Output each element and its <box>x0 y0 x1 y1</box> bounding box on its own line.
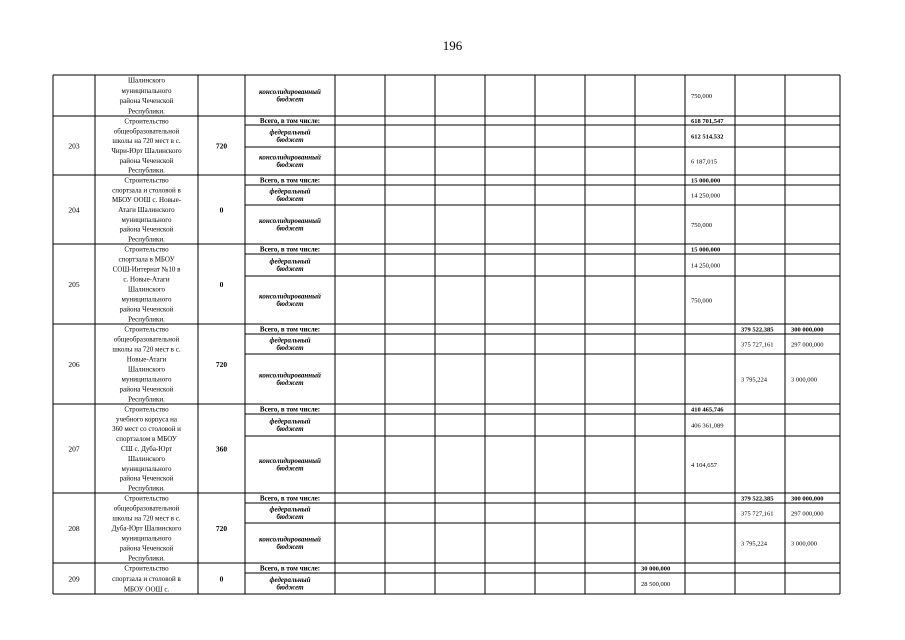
budget-value: 297 000,000 <box>791 341 824 349</box>
row-number: 206 <box>68 360 80 369</box>
object-name-line: спортзала и столовой в <box>112 186 181 195</box>
source-federal-label: федеральный <box>269 257 311 266</box>
object-name-line: муниципального <box>121 375 172 384</box>
object-name-line: муниципального <box>121 534 172 543</box>
source-consolidated-label: консолидированный <box>259 88 321 96</box>
budget-value: 300 000,000 <box>791 326 824 334</box>
row-number: 208 <box>68 524 80 533</box>
budget-value: 300 000,000 <box>791 495 824 503</box>
row-capacity: 0 <box>219 205 224 215</box>
budget-value: 750,000 <box>691 93 713 100</box>
row-number: 205 <box>68 280 80 289</box>
budget-value: 612 514,532 <box>691 133 724 141</box>
object-name-line: СШ с. Дуба-Юрт <box>121 445 172 453</box>
object-name-line: Республики. <box>128 315 165 324</box>
source-federal-label: федеральный <box>269 417 311 426</box>
page-number: 196 <box>442 38 463 53</box>
source-total-label: Всего, в том числе: <box>259 405 321 414</box>
object-name-line: района Чеченской <box>119 225 174 234</box>
budget-value: 618 701,547 <box>691 118 724 125</box>
object-name-line: Республики. <box>128 554 165 563</box>
budget-value: 297 000,000 <box>791 510 824 518</box>
source-federal-label: федеральный <box>269 505 311 514</box>
budget-value: 379 522,385 <box>741 495 774 503</box>
object-name-line: Новые-Атаги <box>126 355 167 364</box>
object-name-line: Республики. <box>128 166 165 175</box>
object-name-line: района Чеченской <box>119 156 174 165</box>
budget-value: 4 104,657 <box>691 462 717 469</box>
source-consolidated-label: бюджет <box>276 95 304 104</box>
row-number: 203 <box>68 141 80 151</box>
object-name-line: Шалинского <box>127 76 166 85</box>
row-number: 204 <box>68 205 80 215</box>
source-total-label: Всего, в том числе: <box>259 117 321 125</box>
source-consolidated-label: бюджет <box>276 161 304 169</box>
source-federal-label: бюджет <box>276 265 304 273</box>
object-name-line: Шалинского <box>127 454 166 463</box>
object-name-line: общеобразовательной <box>113 504 180 513</box>
object-name-line: спортзала и столовой в <box>112 575 181 583</box>
budget-value: 3 000,000 <box>791 540 817 548</box>
source-consolidated-label: бюджет <box>276 224 304 233</box>
row-number: 207 <box>68 444 80 454</box>
budget-value: 3 795,224 <box>741 540 767 548</box>
budget-value: 28 500,000 <box>641 581 671 588</box>
budget-value: 410 465,746 <box>691 406 724 414</box>
source-federal-label: федеральный <box>269 128 311 137</box>
budget-value: 30 000,000 <box>641 565 671 573</box>
object-name-line: района Чеченской <box>119 97 174 106</box>
budget-value: 406 361,089 <box>691 422 724 430</box>
object-name-line: Строительство <box>124 117 169 126</box>
budget-value: 750,000 <box>691 222 713 229</box>
row-capacity: 0 <box>219 574 224 584</box>
source-total-label: Всего, в том числе: <box>259 564 321 573</box>
budget-value: 375 727,161 <box>741 341 774 349</box>
object-name-line: района Чеченской <box>119 474 174 483</box>
object-name-line: Атаги Шалинского <box>118 206 175 214</box>
object-name-line: Республики. <box>128 235 165 244</box>
object-name-line: Строительство <box>124 245 169 254</box>
budget-value: 750,000 <box>691 297 713 305</box>
object-name-line: общеобразовательной <box>113 335 180 344</box>
object-name-line: спортзала в МБОУ <box>118 255 175 264</box>
row-number: 209 <box>68 574 80 584</box>
object-name-line: школы на 720 мест в с. <box>112 345 181 354</box>
source-consolidated-label: консолидированный <box>259 371 321 380</box>
source-total-label: Всего, в том числе: <box>259 494 321 503</box>
object-name-line: МБОУ ООШ с. <box>123 585 170 594</box>
source-consolidated-label: консолидированный <box>259 153 321 162</box>
source-federal-label: бюджет <box>276 136 304 144</box>
object-name-line: района Чеченской <box>119 305 174 314</box>
source-federal-label: бюджет <box>276 425 304 433</box>
budget-value: 14 250,000 <box>691 192 721 200</box>
object-name-line: СОШ-Интернат №10 в <box>112 265 181 274</box>
object-name-line: Шалинского <box>127 365 166 374</box>
source-federal-label: бюджет <box>276 583 304 592</box>
source-consolidated-label: консолидированный <box>259 292 321 301</box>
object-name-line: муниципального <box>121 295 172 304</box>
object-name-line: Строительство <box>124 405 169 414</box>
object-name-line: Строительство <box>124 564 169 573</box>
budget-value: 379 522,385 <box>741 326 774 334</box>
object-name-line: Строительство <box>124 325 169 334</box>
object-name-line: Строительство <box>124 176 169 185</box>
budget-value: 14 250,000 <box>691 262 721 270</box>
source-total-label: Всего, в том числе: <box>259 325 321 334</box>
object-name-line: Республики. <box>128 395 165 404</box>
source-consolidated-label: бюджет <box>276 464 304 473</box>
source-total-label: Всего, в том числе: <box>259 176 321 185</box>
row-capacity: 0 <box>219 280 224 289</box>
source-federal-label: федеральный <box>269 336 311 345</box>
object-name-line: района Чеченской <box>119 385 174 394</box>
source-federal-label: федеральный <box>269 576 311 584</box>
source-federal-label: бюджет <box>276 195 304 203</box>
object-name-line: муниципального <box>121 464 172 473</box>
object-name-line: учебного корпуса на <box>115 415 178 424</box>
object-name-line: с. Новые-Атаги <box>123 275 170 284</box>
object-name-line: Чири-Юрт Шалинского <box>111 146 182 155</box>
source-consolidated-label: бюджет <box>276 300 304 308</box>
object-name-line: района Чеченской <box>119 544 174 553</box>
object-name-line: общеобразовательной <box>113 127 180 136</box>
source-federal-label: бюджет <box>276 344 304 352</box>
budget-value: 3 795,224 <box>741 376 767 384</box>
budget-value: 3 000,000 <box>791 376 817 384</box>
row-capacity: 720 <box>215 360 228 369</box>
source-consolidated-label: бюджет <box>276 379 304 387</box>
object-name-line: 360 мест со столовой и <box>112 425 181 434</box>
object-name-line: Республики. <box>128 107 165 116</box>
budget-value: 15 000,000 <box>691 177 721 185</box>
row-capacity: 720 <box>215 524 228 533</box>
object-name-line: Шалинского <box>127 285 166 294</box>
object-name-line: спортзалом в МБОУ <box>116 435 177 444</box>
source-federal-label: бюджет <box>276 513 304 521</box>
budget-value: 6 187,015 <box>691 158 717 166</box>
object-name-line: Дуба-Юрт Шалинского <box>111 524 182 533</box>
budget-value: 375 727,161 <box>741 510 774 518</box>
object-name-line: школы на 720 мест в с. <box>112 514 181 523</box>
object-name-line: Строительство <box>124 494 169 503</box>
budget-value: 15 000,000 <box>691 246 721 254</box>
source-consolidated-label: консолидированный <box>259 535 321 544</box>
source-federal-label: федеральный <box>269 187 311 196</box>
object-name-line: муниципального <box>121 215 172 224</box>
object-name-line: муниципального <box>121 86 172 95</box>
row-capacity: 720 <box>215 141 228 151</box>
object-name-line: МБОУ ООШ с. Новые- <box>111 196 182 205</box>
source-consolidated-label: бюджет <box>276 543 304 551</box>
object-name-line: Республики. <box>128 484 165 493</box>
object-name-line: школы на 720 мест в с. <box>112 137 181 146</box>
source-total-label: Всего, в том числе: <box>259 245 321 254</box>
source-consolidated-label: консолидированный <box>259 457 321 465</box>
source-consolidated-label: консолидированный <box>259 217 321 225</box>
row-capacity: 360 <box>215 444 228 454</box>
